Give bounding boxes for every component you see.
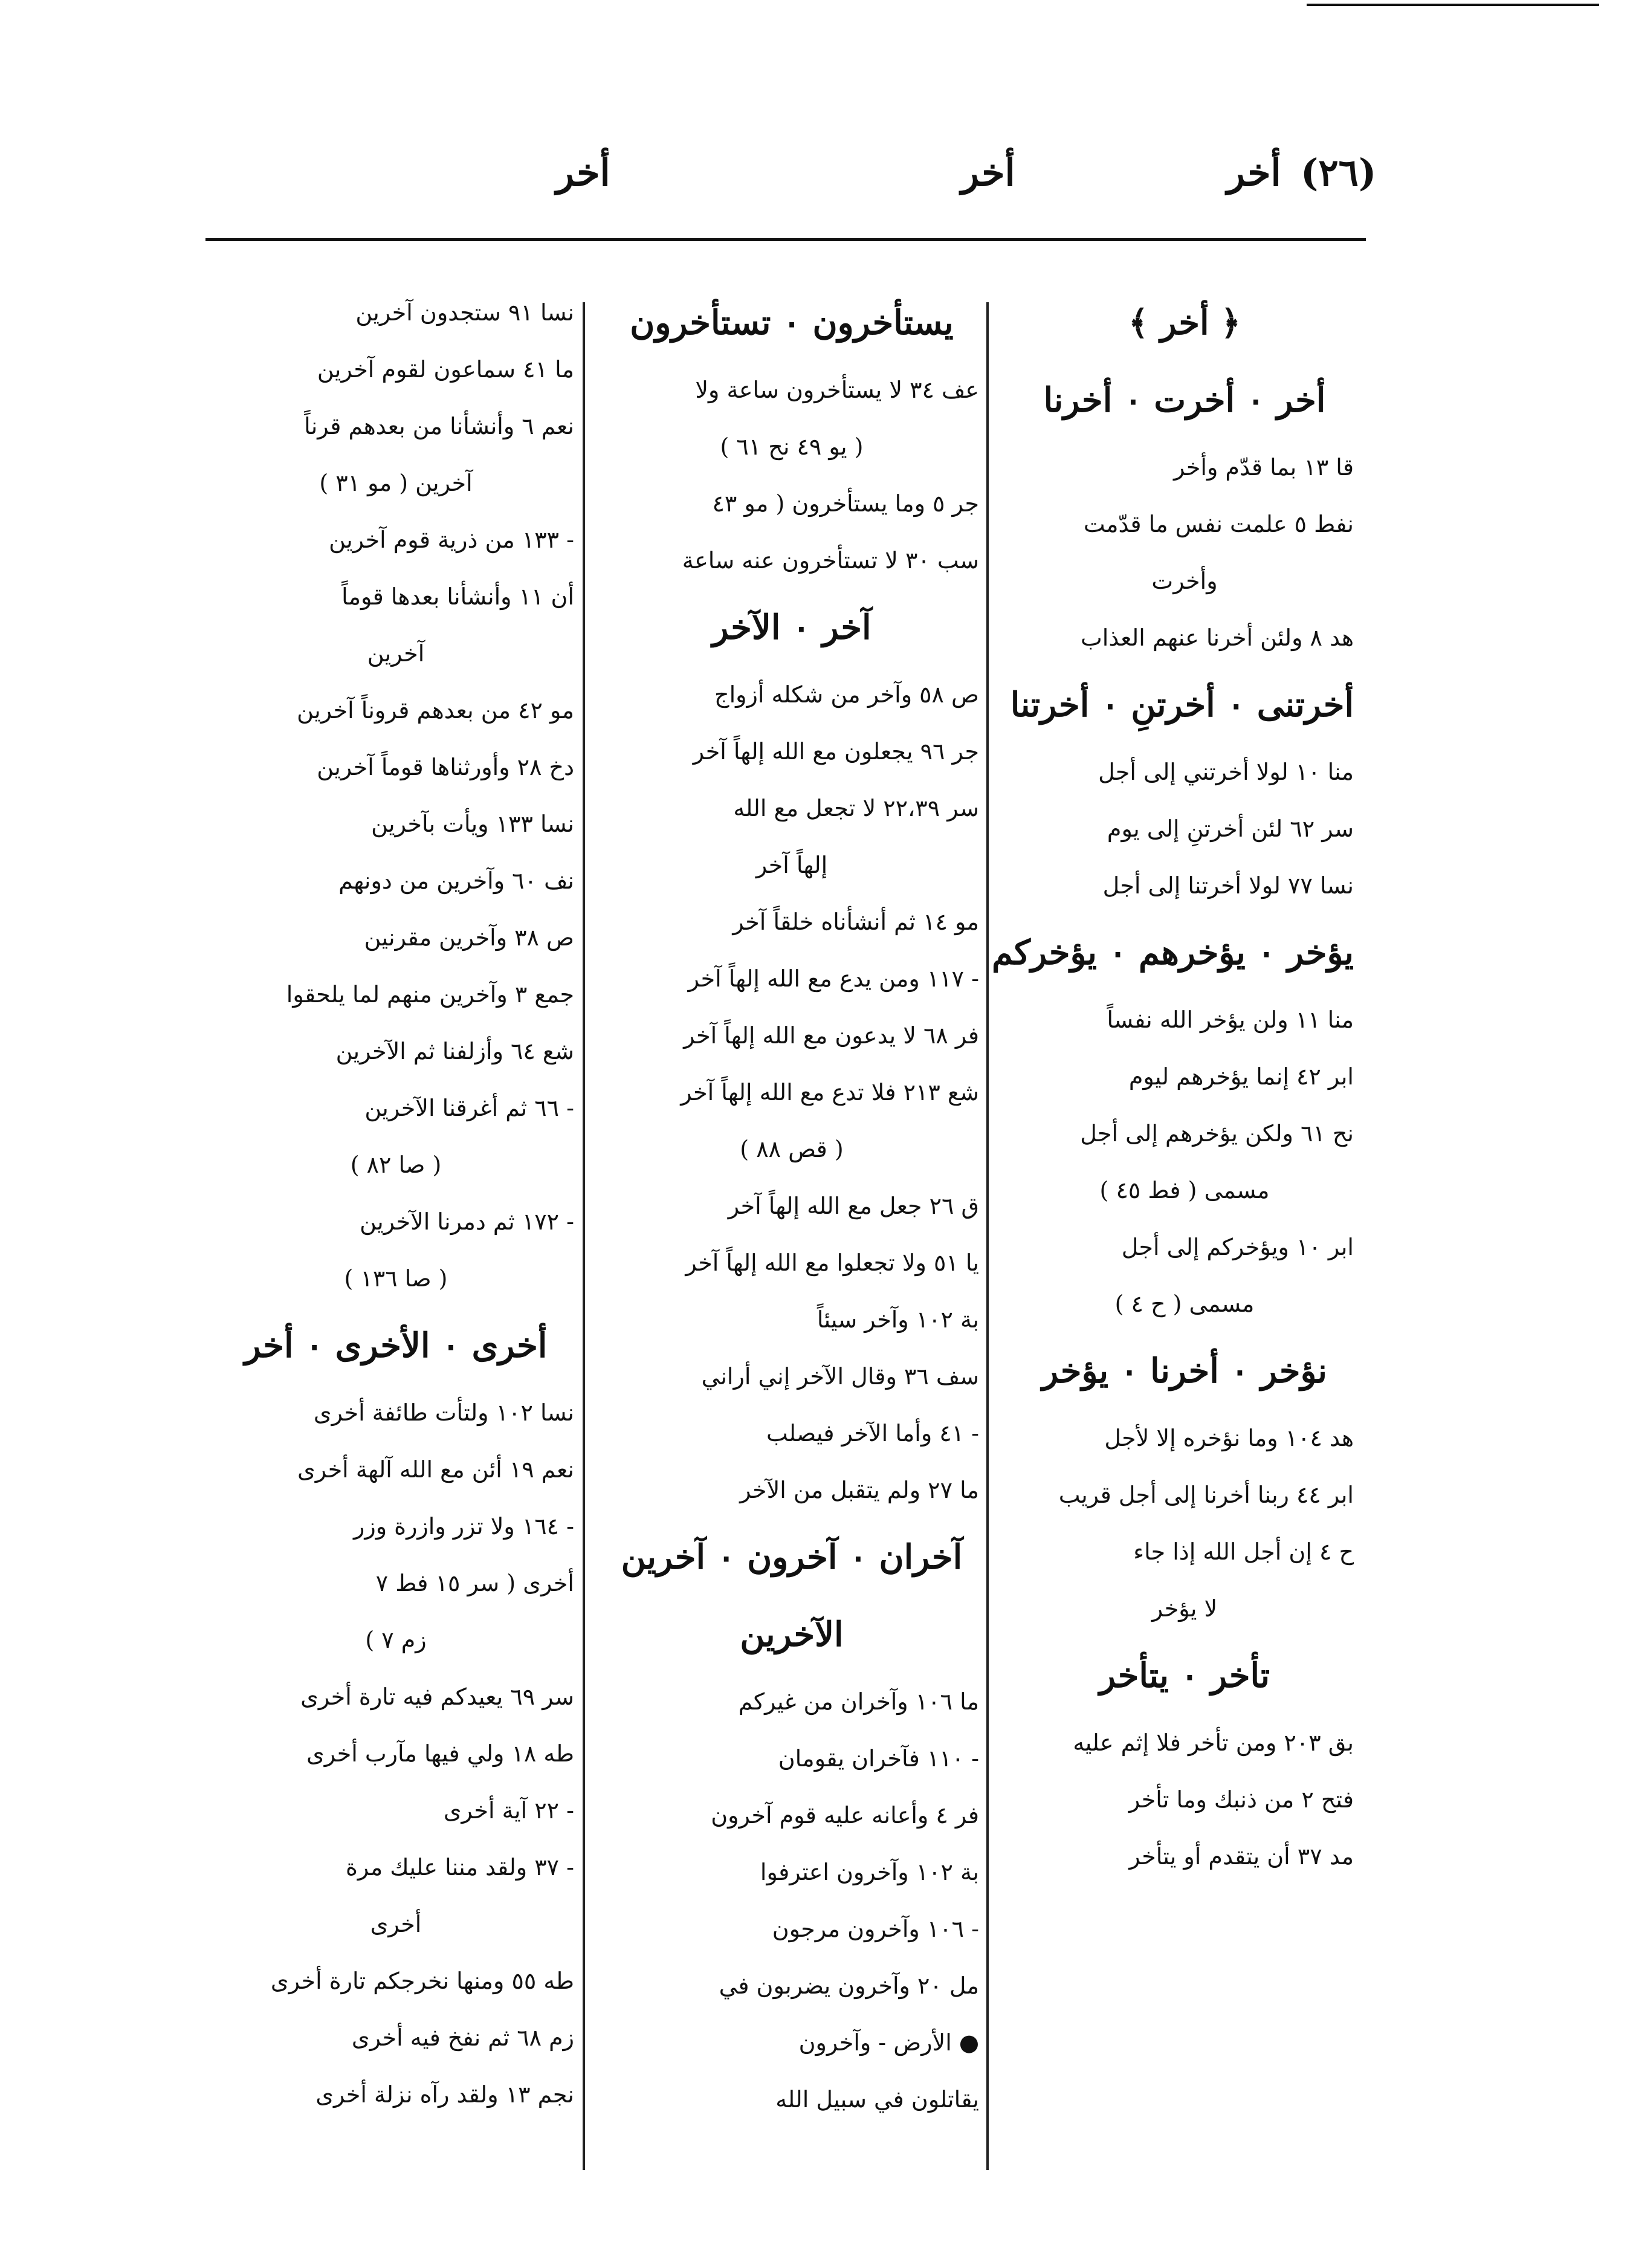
concordance-entry: منا ١١ ولن يؤخر الله نفساً xyxy=(1107,1006,1354,1033)
concordance-entry: نسا ٩١ ستجدون آخرين xyxy=(355,299,574,326)
header-word-middle: أخر xyxy=(961,151,1015,195)
concordance-entry: زم ٦٨ ثم نفخ فيه أخرى xyxy=(351,2024,574,2051)
concordance-entry: قا ١٣ بما قدّم وأخر xyxy=(1173,454,1354,481)
concordance-entry: أخرى ( سر ١٥ فط ٧ xyxy=(375,1570,574,1596)
concordance-entry: مو ٤٢ من بعدهم قروناً آخرين xyxy=(297,697,574,724)
entry-continuation: ( صا ١٣٦ ) xyxy=(344,1265,448,1292)
entry-continuation: وأخرت xyxy=(1151,568,1218,594)
concordance-entry: يا ٥١ ولا تجعلوا مع الله إلهاً آخر xyxy=(685,1249,979,1276)
concordance-entry: ابر ٤٢ إنما يؤخرهم ليوم xyxy=(1128,1063,1354,1090)
concordance-entry: سر ٦٢ لئن أخرتنِ إلى يوم xyxy=(1107,815,1354,842)
concordance-entry: شع ٢١٣ فلا تدع مع الله إلهاً آخر xyxy=(681,1079,979,1106)
concordance-entry: بة ١٠٢ وآخرون اعترفوا xyxy=(760,1859,979,1885)
concordance-entry: - ١٦٤ ولا تزر وازرة وزر xyxy=(354,1513,574,1540)
concordance-entry: - ٤١ وأما الآخر فيصلب xyxy=(766,1420,979,1447)
section-heading: آخر ۰ الآخر xyxy=(712,608,871,647)
concordance-entry: شع ٦٤ وأزلفنا ثم الآخرين xyxy=(335,1038,574,1064)
entry-continuation: آخرين xyxy=(367,640,425,667)
concordance-entry: فر ٤ وأعانه عليه قوم آخرون xyxy=(711,1802,979,1829)
section-heading: آخران ۰ آخرون ۰ آخرين xyxy=(621,1537,963,1577)
concordance-entry: - ١٧٢ ثم دمرنا الآخرين xyxy=(360,1208,574,1235)
concordance-entry: سر ٢٢،٣٩ لا تجعل مع الله xyxy=(733,795,979,821)
column-divider-left xyxy=(583,302,585,2170)
concordance-entry: - ٢٢ آية أخرى xyxy=(443,1797,574,1824)
concordance-entry: ● الأرض - وآخرون xyxy=(798,2029,979,2056)
concordance-entry: سب ٣٠ لا تستأخرون عنه ساعة xyxy=(682,547,979,574)
concordance-entry: جمع ٣ وآخرين منهم لما يلحقوا xyxy=(286,981,574,1008)
concordance-entry: هد ١٠٤ وما نؤخره إلا لأجل xyxy=(1104,1425,1354,1451)
concordance-entry: نعم ٦ وأنشأنا من بعدهم قرناً xyxy=(304,413,574,439)
concordance-entry: نسا ١٠٢ ولتأت طائفة أخرى xyxy=(313,1399,574,1426)
concordance-entry: ص ٥٨ وآخر من شكله أزواج xyxy=(714,681,979,708)
concordance-entry: نف ٦٠ وآخرين من دونهم xyxy=(338,867,574,894)
concordance-entry: ابر ١٠ ويؤخركم إلى أجل xyxy=(1121,1234,1354,1260)
concordance-entry: منا ١٠ لولا أخرتني إلى أجل xyxy=(1098,759,1354,785)
concordance-entry: فر ٦٨ لا يدعون مع الله إلهاً آخر xyxy=(684,1022,979,1049)
section-heading: يستأخرون ۰ تستأخرون xyxy=(630,303,954,343)
concordance-entry: ح ٤ إن أجل الله إذا جاء xyxy=(1133,1538,1354,1565)
section-heading: تأخر ۰ يتأخر xyxy=(1099,1656,1270,1696)
entry-continuation: إلهاً آخر xyxy=(755,852,828,878)
concordance-entry: مد ٣٧ أن يتقدم أو يتأخر xyxy=(1129,1843,1354,1870)
page-header xyxy=(205,143,1377,203)
concordance-entry: سف ٣٦ وقال الآخر إني أراني xyxy=(701,1363,979,1390)
section-heading: ﴿ أخر ﴾ xyxy=(1128,303,1241,343)
column-divider-right xyxy=(986,302,989,2170)
header-word-left: أخر xyxy=(556,151,610,195)
concordance-entry: ما ٢٧ ولم يتقبل من الآخر xyxy=(740,1477,979,1503)
section-heading: أخرى ۰ الأخرى ۰ أخر xyxy=(244,1326,548,1366)
section-heading: الآخرين xyxy=(740,1615,844,1654)
concordance-entry: ابر ٤٤ ربنا أخرنا إلى أجل قريب xyxy=(1058,1482,1354,1508)
entry-continuation: آخرين ( مو ٣١ ) xyxy=(319,470,473,496)
concordance-entry: بق ٢٠٣ ومن تأخر فلا إثم عليه xyxy=(1073,1729,1354,1756)
concordance-entry: فتح ٢ من ذنبك وما تأخر xyxy=(1128,1786,1354,1813)
concordance-entry: - ١١٠ فآخران يقومان xyxy=(778,1745,979,1772)
section-heading: نؤخر ۰ أخرنا ۰ يؤخر xyxy=(1042,1351,1327,1391)
column-middle xyxy=(604,284,979,2176)
concordance-entry: مو ١٤ ثم أنشأناه خلقاً آخر xyxy=(732,909,979,935)
concordance-entry: نفط ٥ علمت نفس ما قدّمت xyxy=(1083,511,1354,537)
entry-continuation: لا يؤخر xyxy=(1151,1595,1218,1622)
concordance-entry: ق ٢٦ جعل مع الله إلهاً آخر xyxy=(728,1193,979,1219)
concordance-entry: جر ٥ وما يستأخرون ( مو ٤٣ xyxy=(712,490,979,517)
concordance-entry: نسا ٧٧ لولا أخرتنا إلى أجل xyxy=(1102,872,1354,899)
entry-continuation: مسمى ( ح ٤ ) xyxy=(1114,1291,1255,1317)
concordance-entry: عف ٣٤ لا يستأخرون ساعة ولا xyxy=(695,377,979,403)
column-left xyxy=(218,284,574,2176)
concordance-entry: ما ١٠٦ وآخران من غيركم xyxy=(738,1688,979,1715)
entry-continuation: ( صا ٨٢ ) xyxy=(350,1152,442,1178)
concordance-entry: مل ٢٠ وآخرون يضربون في xyxy=(719,1972,979,1999)
concordance-entry: - ١٣٣ من ذرية قوم آخرين xyxy=(329,526,574,553)
concordance-entry: نجم ١٣ ولقد رآه نزلة أخرى xyxy=(315,2081,574,2108)
concordance-entry: هد ٨ ولئن أخرنا عنهم العذاب xyxy=(1081,624,1354,651)
concordance-entry: طه ٥٥ ومنها نخرجكم تارة أخرى xyxy=(270,1968,574,1994)
concordance-entry: - ١١٧ ومن يدع مع الله إلهاً آخر xyxy=(688,965,979,992)
column-right xyxy=(992,284,1354,2176)
entry-continuation: ( يو ٤٩ نح ٦١ ) xyxy=(720,433,864,460)
concordance-entry: - ١٠٦ وآخرون مرجون xyxy=(772,1916,979,1942)
concordance-entry: - ٣٧ ولقد مننا عليك مرة xyxy=(345,1854,574,1881)
concordance-entry: طه ١٨ ولي فيها مآرب أخرى xyxy=(306,1740,574,1767)
scan-edge-rule xyxy=(1307,4,1599,6)
section-heading: يؤخر ۰ يؤخرهم ۰ يؤخركم xyxy=(992,933,1354,973)
concordance-entry: سر ٦٩ يعيدكم فيه تارة أخرى xyxy=(300,1683,574,1710)
concordance-entry: نح ٦١ ولكن يؤخرهم إلى أجل xyxy=(1080,1120,1354,1147)
header-word-right: أخر xyxy=(1227,151,1281,195)
page-number: (٢٦) xyxy=(1301,151,1377,195)
entry-continuation: زم ٧ ) xyxy=(365,1627,427,1653)
concordance-entry: بة ١٠٢ وآخر سيئاً xyxy=(816,1306,979,1333)
entry-continuation: ( قص ٨٨ ) xyxy=(740,1136,844,1162)
concordance-entry: جر ٩٦ يجعلون مع الله إلهاً آخر xyxy=(693,738,979,765)
concordance-entry: ص ٣٨ وآخرين مقرنين xyxy=(364,924,574,951)
concordance-entry: دخ ٢٨ وأورثناها قوماً آخرين xyxy=(317,754,574,780)
entry-continuation: أخرى xyxy=(370,1911,422,1937)
concordance-entry: - ٦٦ ثم أغرقنا الآخرين xyxy=(364,1095,574,1121)
entry-continuation: مسمى ( فط ٤٥ ) xyxy=(1099,1177,1270,1204)
section-heading: أخر ۰ أخرت ۰ أخرنا xyxy=(1043,380,1326,420)
concordance-entry: ما ٤١ سماعون لقوم آخرين xyxy=(317,356,574,383)
section-heading: أخرتنى ۰ أخرتنِ ۰ أخرتنا xyxy=(1010,685,1354,725)
concordance-entry: يقاتلون في سبيل الله xyxy=(775,2086,979,2113)
concordance-entry: نسا ١٣٣ ويأت بآخرين xyxy=(371,811,574,837)
concordance-entry: أن ١١ وأنشأنا بعدها قوماً xyxy=(341,583,574,610)
header-rule xyxy=(205,238,1366,241)
concordance-entry: نعم ١٩ أئن مع الله آلهة أخرى xyxy=(297,1456,574,1483)
